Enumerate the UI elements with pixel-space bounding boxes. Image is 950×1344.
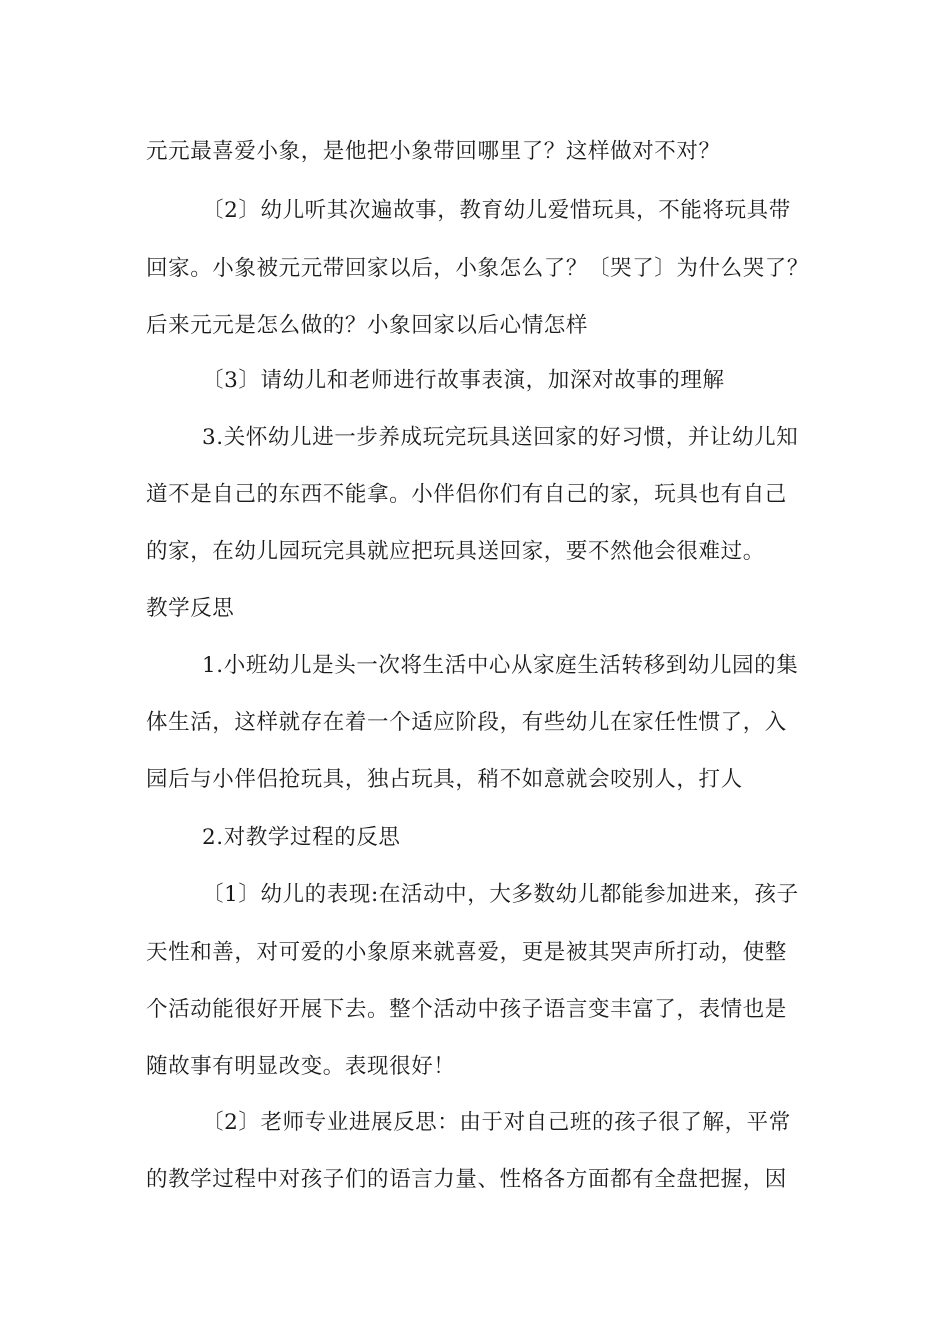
section-heading: 教学反思 bbox=[146, 596, 235, 621]
text-line: 园后与小伴侣抢玩具，独占玩具，稍不如意就会咬别人，打人 bbox=[146, 767, 743, 792]
text-line: 1.小班幼儿是头一次将生活中心从家庭生活转移到幼儿园的集 bbox=[202, 653, 799, 678]
text-line: 〔2〕老师专业进展反思：由于对自己班的孩子很了解，平常 bbox=[202, 1110, 791, 1135]
text-line: 回家。小象被元元带回家以后，小象怎么了？〔哭了〕为什么哭了？ bbox=[146, 256, 810, 281]
text-line: 〔2〕幼儿听其次遍故事，教育幼儿爱惜玩具，不能将玩具带 bbox=[202, 198, 791, 223]
text-line: 后来元元是怎么做的？小象回家以后心情怎样 bbox=[146, 313, 589, 338]
text-line: 个活动能很好开展下去。整个活动中孩子语言变丰富了，表情也是 bbox=[146, 997, 787, 1022]
text-line: 体生活，这样就存在着一个适应阶段，有些幼儿在家任性惯了，入 bbox=[146, 710, 787, 735]
text-line: 天性和善，对可爱的小象原来就喜爱，更是被其哭声所打动，使整 bbox=[146, 940, 787, 965]
text-line: 随故事有明显改变。表现很好！ bbox=[146, 1054, 456, 1079]
text-line: 2.对教学过程的反思 bbox=[202, 825, 401, 850]
text-line: 的教学过程中对孩子们的语言力量、性格各方面都有全盘把握，因 bbox=[146, 1167, 787, 1192]
text-line: 〔3〕请幼儿和老师进行故事表演，加深对故事的理解 bbox=[202, 368, 725, 393]
text-line: 元元最喜爱小象，是他把小象带回哪里了？这样做对不对？ bbox=[146, 139, 721, 164]
text-line: 3.关怀幼儿进一步养成玩完玩具送回家的好习惯，并让幼儿知 bbox=[202, 425, 799, 450]
text-line: 的家，在幼儿园玩完具就应把玩具送回家，要不然他会很难过。 bbox=[146, 539, 765, 564]
text-line: 〔1〕幼儿的表现:在活动中，大多数幼儿都能参加进来，孩子 bbox=[202, 882, 799, 907]
text-line: 道不是自己的东西不能拿。小伴侣你们有自己的家，玩具也有自己 bbox=[146, 482, 787, 507]
